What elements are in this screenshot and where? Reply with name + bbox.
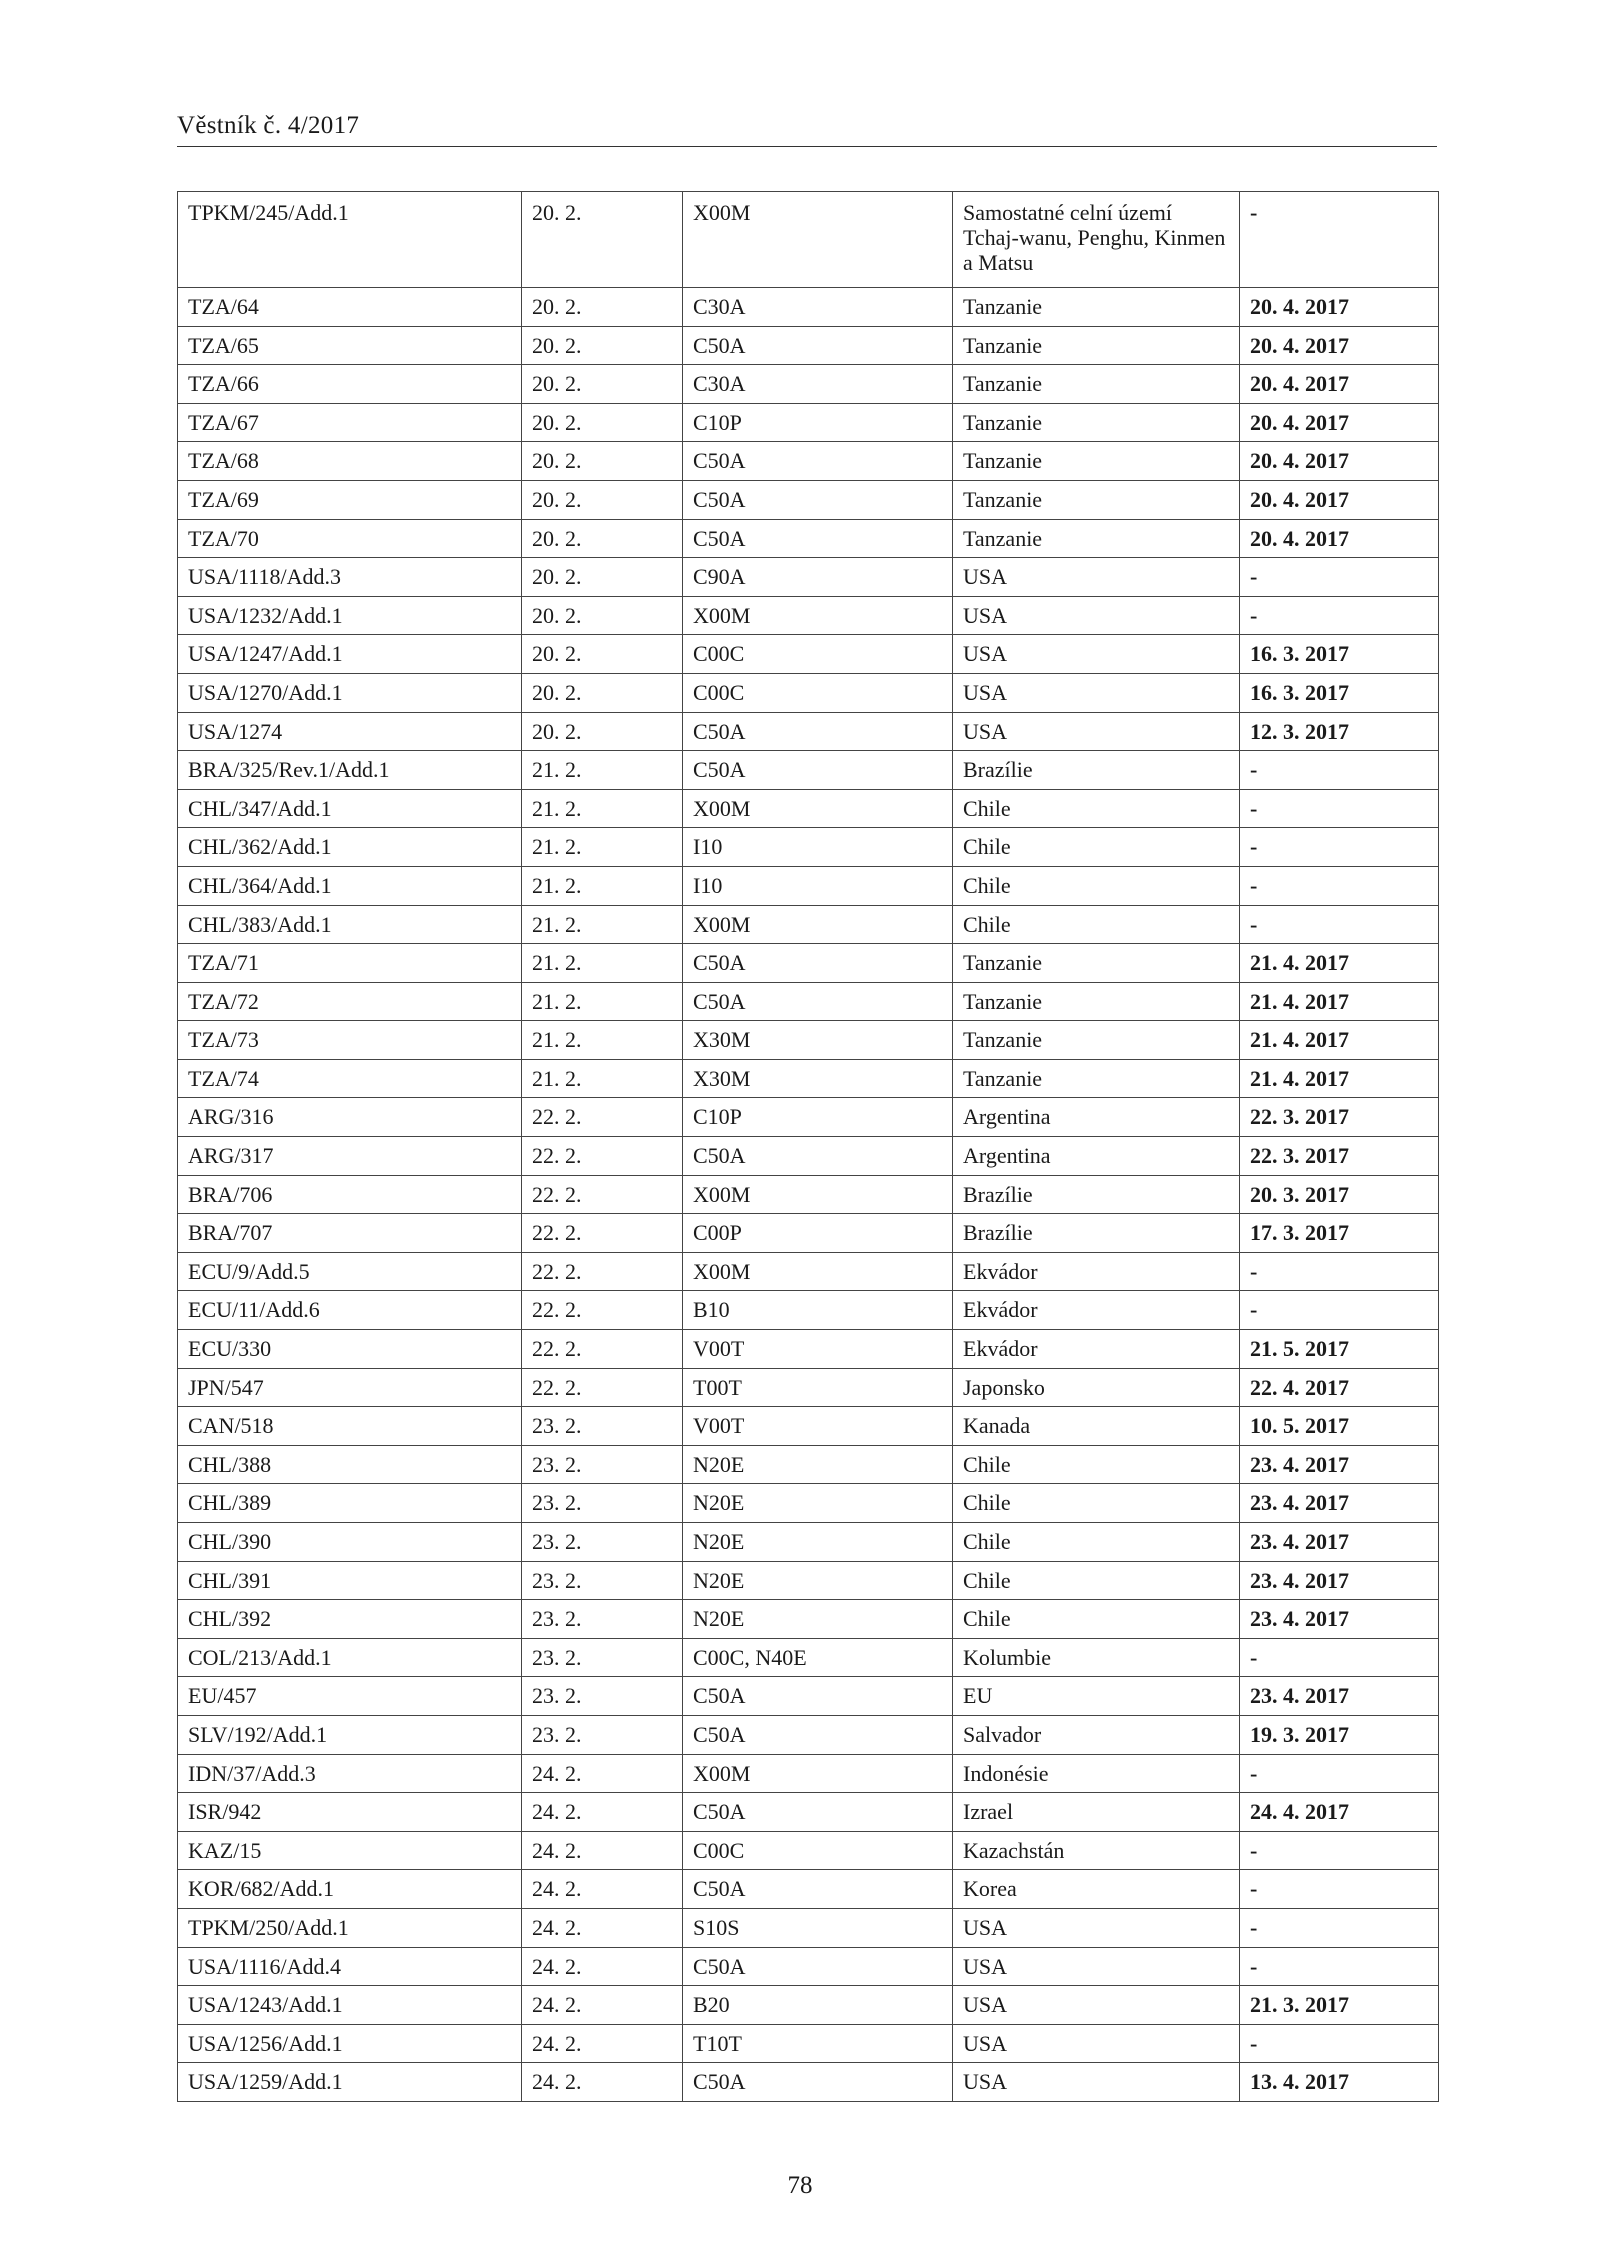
country-cell: Tanzanie xyxy=(953,1059,1240,1098)
document-code-cell: USA/1116/Add.4 xyxy=(178,1947,522,1986)
document-code-cell: TZA/68 xyxy=(178,442,522,481)
document-code-cell: TZA/71 xyxy=(178,944,522,983)
ics-code-cell: C50A xyxy=(683,1947,953,1986)
document-code-cell: CHL/362/Add.1 xyxy=(178,828,522,867)
table-row xyxy=(178,1677,1439,1716)
deadline-cell: - xyxy=(1240,558,1439,597)
deadline-cell: 19. 3. 2017 xyxy=(1240,1715,1439,1754)
ics-code-cell: C50A xyxy=(683,1677,953,1716)
ics-code-cell: C50A xyxy=(683,982,953,1021)
deadline-cell: - xyxy=(1240,751,1439,790)
deadline-cell: 22. 3. 2017 xyxy=(1240,1137,1439,1176)
deadline-cell: 17. 3. 2017 xyxy=(1240,1214,1439,1253)
table-row xyxy=(178,944,1439,983)
deadline-cell: 16. 3. 2017 xyxy=(1240,673,1439,712)
table-row xyxy=(178,1291,1439,1330)
ics-code-cell: C00P xyxy=(683,1214,953,1253)
deadline-cell: - xyxy=(1240,1754,1439,1793)
ics-code-cell: V00T xyxy=(683,1407,953,1446)
table-row xyxy=(178,1561,1439,1600)
country-cell: USA xyxy=(953,596,1240,635)
notification-date-cell: 21. 2. xyxy=(522,866,683,905)
deadline-cell: 23. 4. 2017 xyxy=(1240,1600,1439,1639)
country-cell: Chile xyxy=(953,789,1240,828)
table-row xyxy=(178,1445,1439,1484)
country-cell: Chile xyxy=(953,1600,1240,1639)
notification-date-cell: 20. 2. xyxy=(522,519,683,558)
country-cell: Salvador xyxy=(953,1715,1240,1754)
notification-date-cell: 22. 2. xyxy=(522,1098,683,1137)
document-code-cell: KAZ/15 xyxy=(178,1831,522,1870)
ics-code-cell: B20 xyxy=(683,1986,953,2025)
table-row xyxy=(178,288,1439,327)
deadline-cell: 20. 4. 2017 xyxy=(1240,480,1439,519)
deadline-cell: - xyxy=(1240,789,1439,828)
document-code-cell: CHL/391 xyxy=(178,1561,522,1600)
ics-code-cell: C50A xyxy=(683,751,953,790)
deadline-cell: - xyxy=(1240,1831,1439,1870)
ics-code-cell: T10T xyxy=(683,2024,953,2063)
table-row xyxy=(178,596,1439,635)
deadline-cell: 20. 4. 2017 xyxy=(1240,442,1439,481)
country-cell: Chile xyxy=(953,1445,1240,1484)
country-cell: Korea xyxy=(953,1870,1240,1909)
country-cell: USA xyxy=(953,1908,1240,1947)
notification-date-cell: 24. 2. xyxy=(522,1754,683,1793)
table-row xyxy=(178,1368,1439,1407)
document-code-cell: TPKM/245/Add.1 xyxy=(178,192,522,288)
notification-date-cell: 23. 2. xyxy=(522,1561,683,1600)
notification-date-cell: 24. 2. xyxy=(522,1908,683,1947)
deadline-cell: 21. 4. 2017 xyxy=(1240,1059,1439,1098)
table-row xyxy=(178,365,1439,404)
ics-code-cell: X00M xyxy=(683,1754,953,1793)
document-code-cell: ISR/942 xyxy=(178,1793,522,1832)
document-code-cell: CHL/390 xyxy=(178,1523,522,1562)
ics-code-cell: C50A xyxy=(683,944,953,983)
deadline-cell: 20. 4. 2017 xyxy=(1240,326,1439,365)
table-row xyxy=(178,1947,1439,1986)
deadline-cell: - xyxy=(1240,828,1439,867)
country-cell: Izrael xyxy=(953,1793,1240,1832)
notification-date-cell: 24. 2. xyxy=(522,2063,683,2102)
document-code-cell: TZA/70 xyxy=(178,519,522,558)
table-row xyxy=(178,2024,1439,2063)
notification-date-cell: 22. 2. xyxy=(522,1291,683,1330)
header-divider xyxy=(177,146,1437,147)
table-row xyxy=(178,1021,1439,1060)
table-row xyxy=(178,982,1439,1021)
deadline-cell: 23. 4. 2017 xyxy=(1240,1561,1439,1600)
table-row xyxy=(178,1098,1439,1137)
table-row xyxy=(178,866,1439,905)
document-code-cell: ECU/330 xyxy=(178,1330,522,1369)
document-code-cell: TZA/65 xyxy=(178,326,522,365)
document-code-cell: SLV/192/Add.1 xyxy=(178,1715,522,1754)
country-cell: Chile xyxy=(953,1561,1240,1600)
table-row xyxy=(178,519,1439,558)
document-code-cell: USA/1259/Add.1 xyxy=(178,2063,522,2102)
header-title: Věstník č. 4/2017 xyxy=(177,112,360,139)
notification-date-cell: 20. 2. xyxy=(522,365,683,404)
deadline-cell: 12. 3. 2017 xyxy=(1240,712,1439,751)
deadline-cell: 21. 4. 2017 xyxy=(1240,982,1439,1021)
table-row xyxy=(178,480,1439,519)
country-cell: USA xyxy=(953,2063,1240,2102)
notification-date-cell: 24. 2. xyxy=(522,1831,683,1870)
notification-date-cell: 20. 2. xyxy=(522,326,683,365)
ics-code-cell: I10 xyxy=(683,828,953,867)
ics-code-cell: T00T xyxy=(683,1368,953,1407)
document-code-cell: ARG/317 xyxy=(178,1137,522,1176)
notification-date-cell: 22. 2. xyxy=(522,1137,683,1176)
notification-date-cell: 24. 2. xyxy=(522,1986,683,2025)
table-row xyxy=(178,326,1439,365)
notification-date-cell: 20. 2. xyxy=(522,558,683,597)
ics-code-cell: C30A xyxy=(683,365,953,404)
deadline-cell: 24. 4. 2017 xyxy=(1240,1793,1439,1832)
ics-code-cell: X00M xyxy=(683,789,953,828)
notification-date-cell: 24. 2. xyxy=(522,1793,683,1832)
document-code-cell: TZA/66 xyxy=(178,365,522,404)
notification-date-cell: 23. 2. xyxy=(522,1715,683,1754)
document-code-cell: USA/1256/Add.1 xyxy=(178,2024,522,2063)
document-code-cell: CHL/389 xyxy=(178,1484,522,1523)
document-code-cell: TZA/73 xyxy=(178,1021,522,1060)
country-cell: Tanzanie xyxy=(953,480,1240,519)
country-cell: USA xyxy=(953,558,1240,597)
table-row xyxy=(178,828,1439,867)
notification-date-cell: 23. 2. xyxy=(522,1484,683,1523)
notification-date-cell: 21. 2. xyxy=(522,751,683,790)
country-cell: Kazachstán xyxy=(953,1831,1240,1870)
document-code-cell: TPKM/250/Add.1 xyxy=(178,1908,522,1947)
country-cell: USA xyxy=(953,673,1240,712)
ics-code-cell: C50A xyxy=(683,1870,953,1909)
ics-code-cell: N20E xyxy=(683,1484,953,1523)
country-cell: Chile xyxy=(953,866,1240,905)
notification-date-cell: 20. 2. xyxy=(522,288,683,327)
country-cell: Argentina xyxy=(953,1137,1240,1176)
document-code-cell: BRA/706 xyxy=(178,1175,522,1214)
document-code-cell: BRA/325/Rev.1/Add.1 xyxy=(178,751,522,790)
country-cell: Brazílie xyxy=(953,751,1240,790)
table-row xyxy=(178,403,1439,442)
ics-code-cell: C00C xyxy=(683,635,953,674)
deadline-cell: 23. 4. 2017 xyxy=(1240,1484,1439,1523)
document-code-cell: JPN/547 xyxy=(178,1368,522,1407)
country-cell: Tanzanie xyxy=(953,365,1240,404)
deadline-cell: - xyxy=(1240,192,1439,288)
country-cell: Indonésie xyxy=(953,1754,1240,1793)
country-cell: USA xyxy=(953,1947,1240,1986)
table-row xyxy=(178,1600,1439,1639)
document-code-cell: TZA/64 xyxy=(178,288,522,327)
ics-code-cell: X00M xyxy=(683,1175,953,1214)
country-cell: EU xyxy=(953,1677,1240,1716)
deadline-cell: 23. 4. 2017 xyxy=(1240,1523,1439,1562)
table-row xyxy=(178,789,1439,828)
document-code-cell: CHL/388 xyxy=(178,1445,522,1484)
deadline-cell: - xyxy=(1240,905,1439,944)
table-row xyxy=(178,712,1439,751)
table-row xyxy=(178,1793,1439,1832)
deadline-cell: 21. 4. 2017 xyxy=(1240,1021,1439,1060)
notification-date-cell: 24. 2. xyxy=(522,1947,683,1986)
document-code-cell: USA/1274 xyxy=(178,712,522,751)
ics-code-cell: X00M xyxy=(683,1252,953,1291)
ics-code-cell: N20E xyxy=(683,1445,953,1484)
table-row xyxy=(178,1715,1439,1754)
country-cell: Brazílie xyxy=(953,1175,1240,1214)
document-code-cell: USA/1232/Add.1 xyxy=(178,596,522,635)
notification-date-cell: 21. 2. xyxy=(522,905,683,944)
table-row xyxy=(178,751,1439,790)
deadline-cell: 20. 4. 2017 xyxy=(1240,288,1439,327)
country-cell: Tanzanie xyxy=(953,403,1240,442)
table-row xyxy=(178,1484,1439,1523)
notification-date-cell: 21. 2. xyxy=(522,944,683,983)
table-row xyxy=(178,1175,1439,1214)
ics-code-cell: N20E xyxy=(683,1523,953,1562)
document-code-cell: ECU/11/Add.6 xyxy=(178,1291,522,1330)
ics-code-cell: S10S xyxy=(683,1908,953,1947)
document-code-cell: CHL/392 xyxy=(178,1600,522,1639)
ics-code-cell: N20E xyxy=(683,1600,953,1639)
table-row xyxy=(178,635,1439,674)
document-code-cell: CHL/364/Add.1 xyxy=(178,866,522,905)
country-cell: Chile xyxy=(953,1523,1240,1562)
deadline-cell: - xyxy=(1240,1870,1439,1909)
deadline-cell: 23. 4. 2017 xyxy=(1240,1677,1439,1716)
ics-code-cell: C50A xyxy=(683,442,953,481)
country-cell: Tanzanie xyxy=(953,944,1240,983)
country-cell: USA xyxy=(953,635,1240,674)
ics-code-cell: C50A xyxy=(683,712,953,751)
document-code-cell: TZA/69 xyxy=(178,480,522,519)
country-cell: Chile xyxy=(953,905,1240,944)
table-row xyxy=(178,1870,1439,1909)
document-code-cell: TZA/72 xyxy=(178,982,522,1021)
deadline-cell: - xyxy=(1240,596,1439,635)
deadline-cell: 20. 4. 2017 xyxy=(1240,403,1439,442)
notification-date-cell: 23. 2. xyxy=(522,1677,683,1716)
deadline-cell: 23. 4. 2017 xyxy=(1240,1445,1439,1484)
document-code-cell: TZA/74 xyxy=(178,1059,522,1098)
table-row xyxy=(178,1986,1439,2025)
ics-code-cell: X30M xyxy=(683,1021,953,1060)
country-cell: USA xyxy=(953,712,1240,751)
country-cell: Tanzanie xyxy=(953,288,1240,327)
country-cell: Tanzanie xyxy=(953,326,1240,365)
notification-date-cell: 23. 2. xyxy=(522,1600,683,1639)
table-row xyxy=(178,1523,1439,1562)
ics-code-cell: X00M xyxy=(683,905,953,944)
deadline-cell: - xyxy=(1240,866,1439,905)
notification-date-cell: 22. 2. xyxy=(522,1214,683,1253)
page-number: 78 xyxy=(787,2172,813,2199)
deadline-cell: 20. 4. 2017 xyxy=(1240,365,1439,404)
table-row xyxy=(178,442,1439,481)
ics-code-cell: C10P xyxy=(683,1098,953,1137)
country-cell: Ekvádor xyxy=(953,1291,1240,1330)
ics-code-cell: X30M xyxy=(683,1059,953,1098)
notification-date-cell: 21. 2. xyxy=(522,1059,683,1098)
notifications-table xyxy=(177,191,1439,2102)
document-code-cell: USA/1247/Add.1 xyxy=(178,635,522,674)
table-row xyxy=(178,1908,1439,1947)
notification-date-cell: 22. 2. xyxy=(522,1175,683,1214)
document-code-cell: USA/1270/Add.1 xyxy=(178,673,522,712)
deadline-cell: - xyxy=(1240,1252,1439,1291)
document-code-cell: BRA/707 xyxy=(178,1214,522,1253)
table-row xyxy=(178,558,1439,597)
country-cell: Kanada xyxy=(953,1407,1240,1446)
document-code-cell: EU/457 xyxy=(178,1677,522,1716)
notification-date-cell: 20. 2. xyxy=(522,673,683,712)
table-row xyxy=(178,1137,1439,1176)
document-code-cell: COL/213/Add.1 xyxy=(178,1638,522,1677)
ics-code-cell: X00M xyxy=(683,192,953,288)
table-row xyxy=(178,673,1439,712)
notification-date-cell: 23. 2. xyxy=(522,1523,683,1562)
notification-date-cell: 20. 2. xyxy=(522,635,683,674)
document-code-cell: ECU/9/Add.5 xyxy=(178,1252,522,1291)
document-code-cell: IDN/37/Add.3 xyxy=(178,1754,522,1793)
document-code-cell: CAN/518 xyxy=(178,1407,522,1446)
notification-date-cell: 21. 2. xyxy=(522,828,683,867)
table-row xyxy=(178,1754,1439,1793)
deadline-cell: 10. 5. 2017 xyxy=(1240,1407,1439,1446)
notifications-table-body xyxy=(178,192,1439,2102)
deadline-cell: - xyxy=(1240,1947,1439,1986)
deadline-cell: 13. 4. 2017 xyxy=(1240,2063,1439,2102)
ics-code-cell: C50A xyxy=(683,480,953,519)
table-row xyxy=(178,1330,1439,1369)
table-row xyxy=(178,905,1439,944)
country-cell: USA xyxy=(953,2024,1240,2063)
ics-code-cell: V00T xyxy=(683,1330,953,1369)
deadline-cell: - xyxy=(1240,2024,1439,2063)
deadline-cell: 22. 4. 2017 xyxy=(1240,1368,1439,1407)
ics-code-cell: X00M xyxy=(683,596,953,635)
country-cell: Tanzanie xyxy=(953,442,1240,481)
notification-date-cell: 20. 2. xyxy=(522,192,683,288)
country-cell: Argentina xyxy=(953,1098,1240,1137)
ics-code-cell: C50A xyxy=(683,519,953,558)
document-code-cell: TZA/67 xyxy=(178,403,522,442)
deadline-cell: - xyxy=(1240,1291,1439,1330)
country-cell: Chile xyxy=(953,1484,1240,1523)
deadline-cell: 20. 4. 2017 xyxy=(1240,519,1439,558)
table-row xyxy=(178,1407,1439,1446)
country-cell: USA xyxy=(953,1986,1240,2025)
country-cell: Japonsko xyxy=(953,1368,1240,1407)
deadline-cell: 21. 5. 2017 xyxy=(1240,1330,1439,1369)
country-cell: Samostatné celní území Tchaj-wanu, Penghu, Kinmen a Matsu xyxy=(953,192,1240,288)
document-code-cell: USA/1243/Add.1 xyxy=(178,1986,522,2025)
country-cell: Ekvádor xyxy=(953,1252,1240,1291)
notification-date-cell: 20. 2. xyxy=(522,442,683,481)
notification-date-cell: 20. 2. xyxy=(522,403,683,442)
ics-code-cell: C90A xyxy=(683,558,953,597)
notification-date-cell: 21. 2. xyxy=(522,789,683,828)
ics-code-cell: C00C xyxy=(683,673,953,712)
notification-date-cell: 22. 2. xyxy=(522,1252,683,1291)
country-cell: Chile xyxy=(953,828,1240,867)
notification-date-cell: 21. 2. xyxy=(522,1021,683,1060)
notification-date-cell: 20. 2. xyxy=(522,712,683,751)
document-code-cell: USA/1118/Add.3 xyxy=(178,558,522,597)
country-cell: Tanzanie xyxy=(953,519,1240,558)
country-cell: Kolumbie xyxy=(953,1638,1240,1677)
deadline-cell: 21. 3. 2017 xyxy=(1240,1986,1439,2025)
table-row xyxy=(178,192,1439,288)
table-row xyxy=(178,1638,1439,1677)
deadline-cell: 22. 3. 2017 xyxy=(1240,1098,1439,1137)
country-cell: Ekvádor xyxy=(953,1330,1240,1369)
deadline-cell: - xyxy=(1240,1638,1439,1677)
notification-date-cell: 23. 2. xyxy=(522,1445,683,1484)
document-code-cell: ARG/316 xyxy=(178,1098,522,1137)
notification-date-cell: 22. 2. xyxy=(522,1368,683,1407)
ics-code-cell: B10 xyxy=(683,1291,953,1330)
table-row xyxy=(178,1214,1439,1253)
table-row xyxy=(178,2063,1439,2102)
ics-code-cell: C50A xyxy=(683,2063,953,2102)
country-cell: Brazílie xyxy=(953,1214,1240,1253)
ics-code-cell: C00C, N40E xyxy=(683,1638,953,1677)
table-row xyxy=(178,1059,1439,1098)
notification-date-cell: 24. 2. xyxy=(522,2024,683,2063)
deadline-cell: - xyxy=(1240,1908,1439,1947)
ics-code-cell: I10 xyxy=(683,866,953,905)
deadline-cell: 21. 4. 2017 xyxy=(1240,944,1439,983)
ics-code-cell: C50A xyxy=(683,1793,953,1832)
ics-code-cell: C30A xyxy=(683,288,953,327)
notification-date-cell: 20. 2. xyxy=(522,480,683,519)
country-cell: Tanzanie xyxy=(953,982,1240,1021)
ics-code-cell: C50A xyxy=(683,1715,953,1754)
document-code-cell: CHL/383/Add.1 xyxy=(178,905,522,944)
document-code-cell: CHL/347/Add.1 xyxy=(178,789,522,828)
ics-code-cell: C10P xyxy=(683,403,953,442)
document-code-cell: KOR/682/Add.1 xyxy=(178,1870,522,1909)
notification-date-cell: 21. 2. xyxy=(522,982,683,1021)
notification-date-cell: 24. 2. xyxy=(522,1870,683,1909)
ics-code-cell: C50A xyxy=(683,326,953,365)
ics-code-cell: C50A xyxy=(683,1137,953,1176)
table-row xyxy=(178,1252,1439,1291)
country-cell: Tanzanie xyxy=(953,1021,1240,1060)
notification-date-cell: 23. 2. xyxy=(522,1407,683,1446)
notification-date-cell: 23. 2. xyxy=(522,1638,683,1677)
deadline-cell: 20. 3. 2017 xyxy=(1240,1175,1439,1214)
ics-code-cell: N20E xyxy=(683,1561,953,1600)
notification-date-cell: 20. 2. xyxy=(522,596,683,635)
deadline-cell: 16. 3. 2017 xyxy=(1240,635,1439,674)
notification-date-cell: 22. 2. xyxy=(522,1330,683,1369)
table-row xyxy=(178,1831,1439,1870)
ics-code-cell: C00C xyxy=(683,1831,953,1870)
